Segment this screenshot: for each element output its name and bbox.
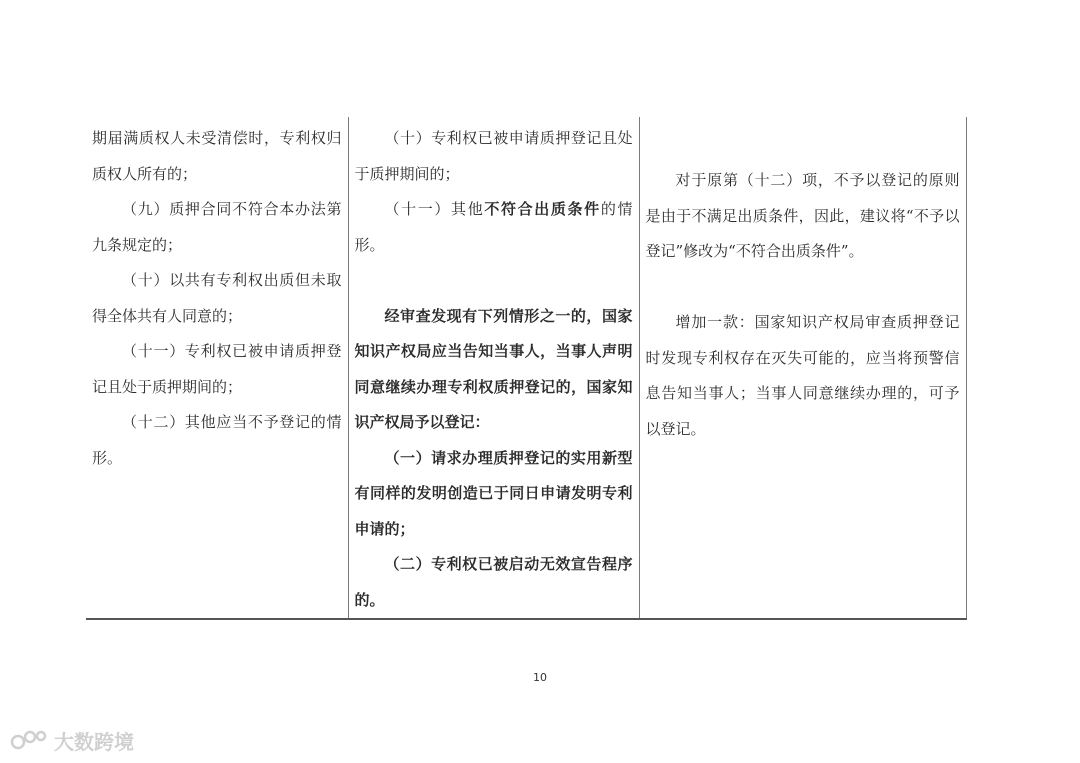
watermark <box>10 726 134 755</box>
original-paragraph: （十二）其他应当不予登记的情形。 <box>92 413 342 467</box>
revised-intro-paragraph: 经审查发现有下列情形之一的，国家知识产权局应当告知当事人，当事人声明同意继续办理专利权质押登记的，国家知识产权局予以登记： <box>354 306 633 431</box>
revised-item-10: （十）专利权已被申请质押登记且处于质押期间的； <box>354 129 633 183</box>
explanation-paragraph-1: 对于原第（十二）项，不予以登记的原则是由于不满足出质条件，因此，建议将“不予以登记”修改为“不符合出质条件”。 <box>645 171 960 260</box>
original-text-column <box>86 117 348 619</box>
explanation-column <box>639 117 966 619</box>
revised-subitem-1: （一）请求办理质押登记的实用新型有同样的发明创造已于同日申请发明专利申请的； <box>354 448 633 538</box>
original-paragraph: （九）质押合同不符合本办法第九条规定的； <box>92 200 342 254</box>
revised-text-cell <box>349 117 639 618</box>
watermark-text: 大数跨境 <box>54 730 134 754</box>
original-text-cell <box>86 117 348 476</box>
original-paragraph: （十）以共有专利权出质但未取得全体共有人同意的； <box>92 271 342 325</box>
revised-item-11: （十一）其他不符合出质条件的情形。 <box>354 200 633 254</box>
original-paragraph: （十一）专利权已被申请质押登记且处于质押期间的； <box>92 342 342 396</box>
page-number: 10 <box>533 671 547 684</box>
revised-text-column <box>348 117 639 619</box>
comparison-table <box>86 117 967 620</box>
original-paragraph: 期届满质权人未受清偿时，专利权归质权人所有的； <box>92 129 342 183</box>
revised-subitem-2: （二）专利权已被启动无效宣告程序的。 <box>354 555 633 609</box>
table-row <box>86 117 966 619</box>
explanation-cell <box>640 117 966 447</box>
bubble-logo-icon <box>10 728 50 754</box>
explanation-paragraph-2: 增加一款：国家知识产权局审查质押登记时发现专利权存在灭失可能的，应当将预警信息告知当事人；当事人同意继续办理的，可予以登记。 <box>645 313 960 438</box>
